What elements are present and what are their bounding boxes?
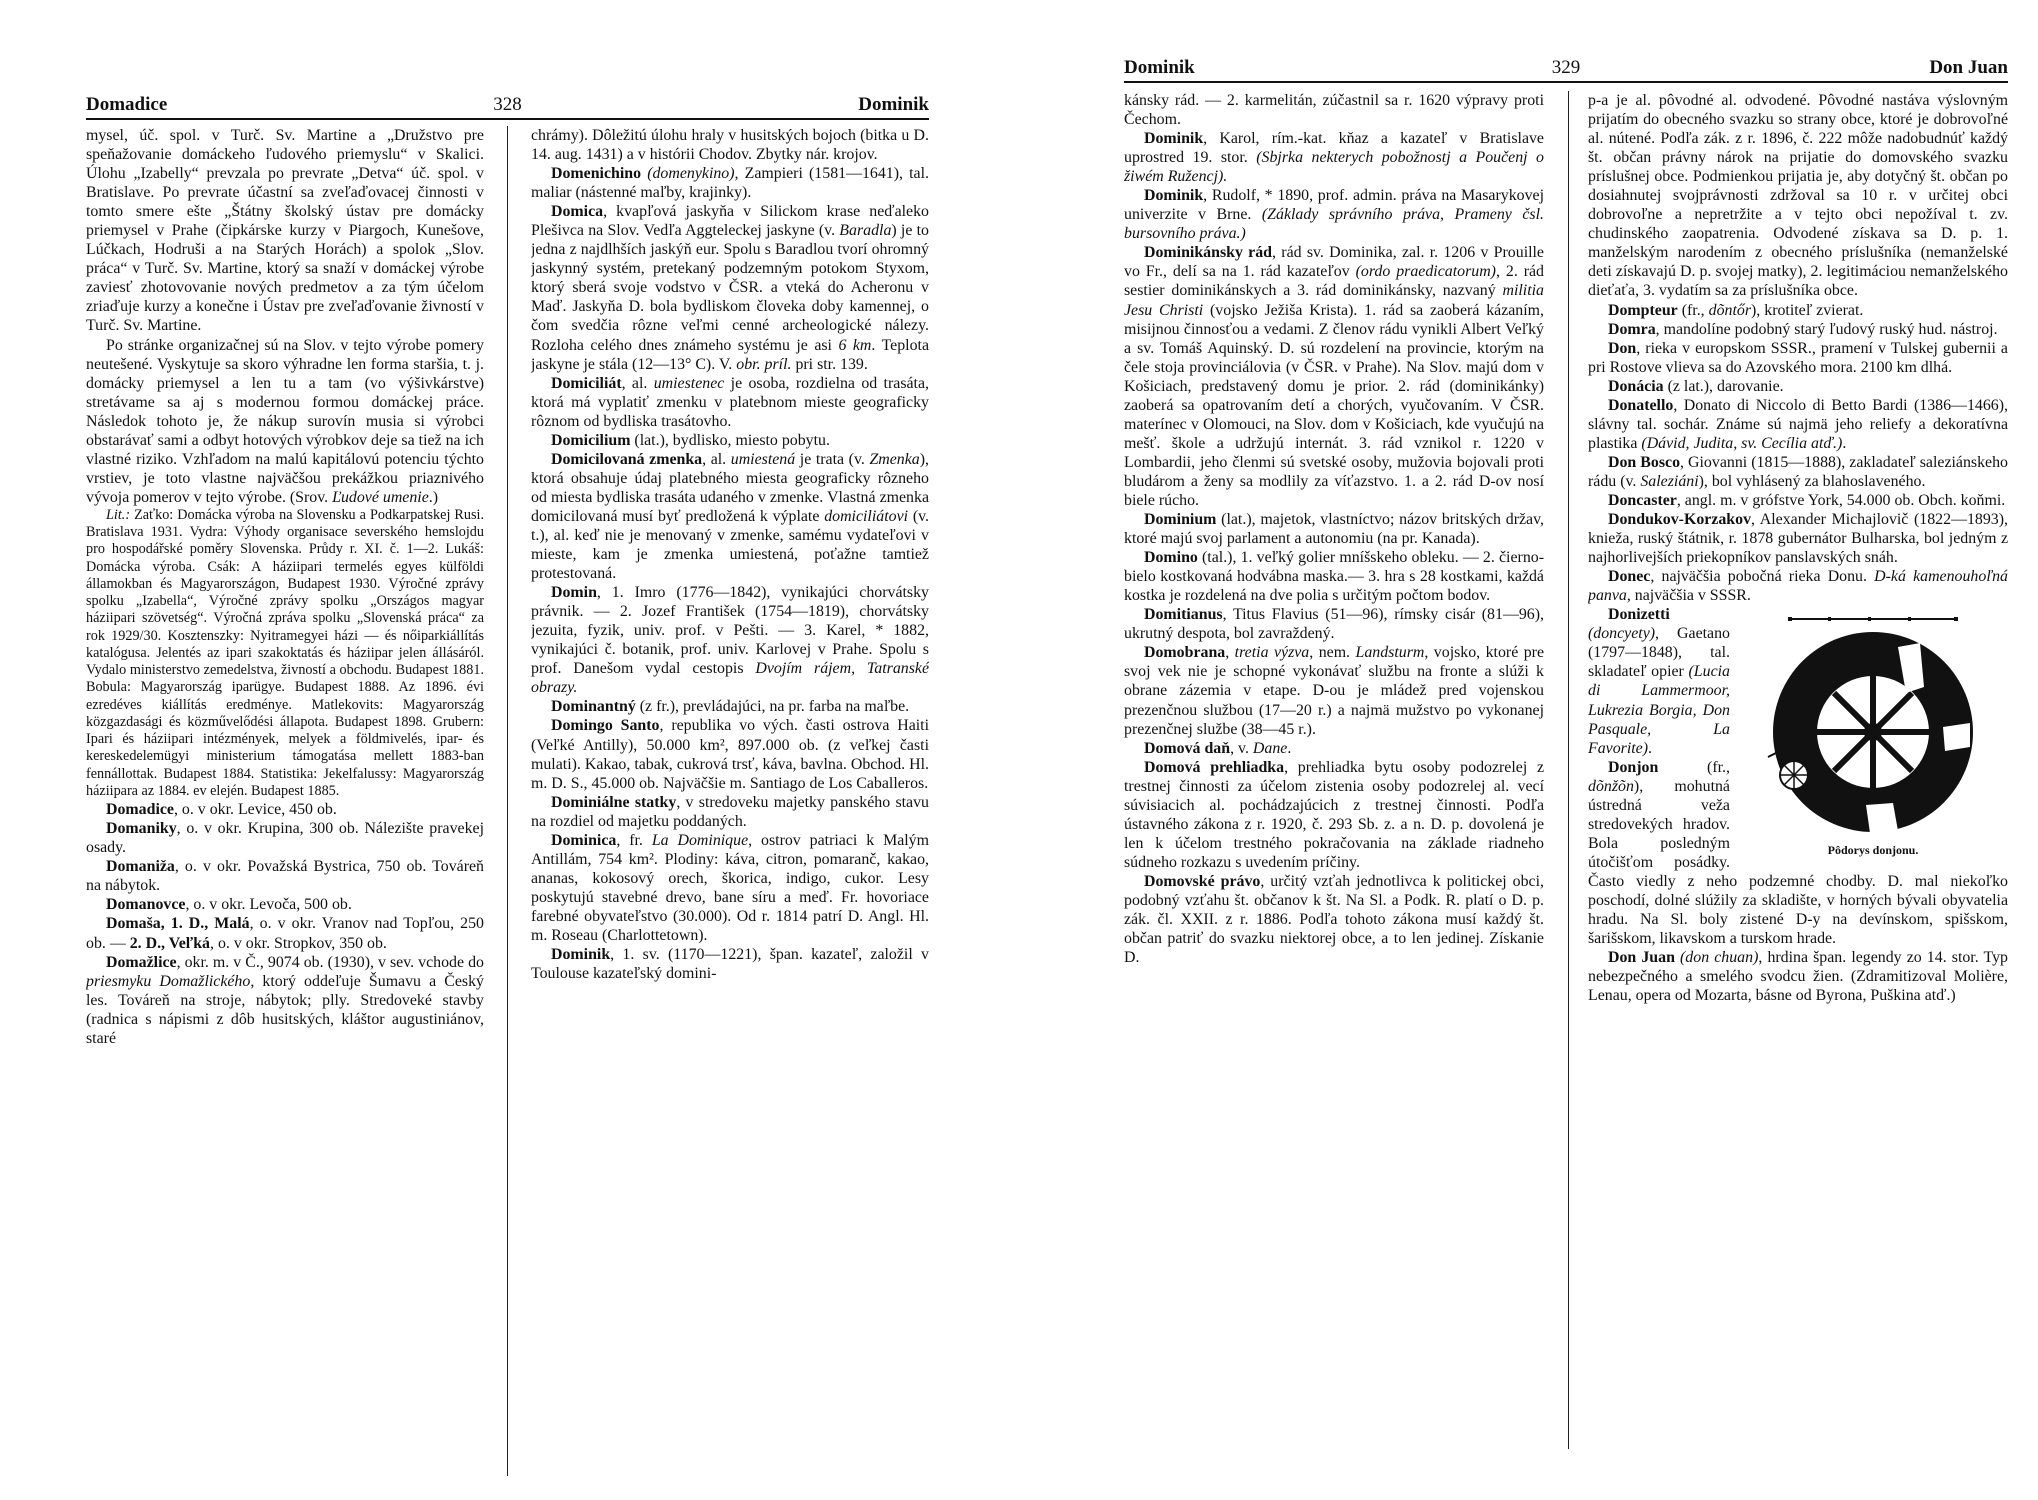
entry-text: , určitý vzťah jednotlivca k politickej obci, podobný vzťahu št. občanov k št. Na Sl. a Podk. R. platí o D. p. zák. čl. XXII. z r. 1886. Podľa tohoto zákona musí každý št. občan patriť do svazku niektorej obce, a to len jedinej. Získanie D.	[1124, 872, 1544, 967]
entry-headword: Dominantný	[551, 698, 636, 716]
running-head-last-entry: Dominik	[858, 94, 929, 115]
entry-text: Zaťko: Domácka výroba na Slovensku a Podkarpatskej Rusi. Bratislava 1931. Vydra: Výhody organisace severského hemslojdu pro hospodářské poměry Slovenska. Průdy r. XI. č. 1—2. Lukáš: Domácka výroba. Csák: A háziipari termelés egyes külföldi államokban és Magyarországon, Budapest 1930. Výročné zprávy spolku „Izabella“, Výročné zprávy spolku „Országos magyar háziipari szövetség“. Výročná zpráva spolku „Slovenská práca“ za rok 1929/30. Kosztenszky: Nyitramegyei házi — és nőiparkiállítás katalógusa. Jelentés az ipari szakoktatás és háziipar jelen állásáról. Vydalo ministerstvo zemedelstva, živností a obchodu. Budapest 1881. Bobula: Magyarország iparügye. Budapest 1888. Az 1896. évi ezredéves kiállítás eredménye. Matlekovits: Magyarország közgazdasági és közművelődési állapota. Budapest 1898. Grubern: Ipari és háziipari intézmények, melyek a földmivelés, ipar- és kereskedelemügyi ministerium támogatása mellett 1883-ban fennállottak. Budapest 1884. Statistika: Jekelfalussy: Magyarország háziipara az 1884. ev elején. Budapest 1885.	[86, 506, 484, 799]
entry-headword: Dominik	[551, 946, 611, 964]
entry-text: , Gaetano (1797—1848), tal. skladateľ opier	[1588, 625, 1730, 681]
encyclopedia-entry	[531, 431, 929, 450]
encyclopedia-entry	[86, 857, 484, 895]
entry-text: , 2. rád sestier dominikánskych a 3. rád dominikánsky, nazvaný	[1124, 263, 1544, 300]
entry-text: , 1. Imro (1776—1842), vynikajúci chorvátsky právnik. — 2. Jozef František (1754—1819), chorvátsky jezuita, fyzik, univ. prof. v Pešti. — 3. Karel, * 1882, vynikajúci č. botanik, prof. univ. Karlovej v Prahe. Spolu s prof. Danešom vydal cestopis	[531, 584, 929, 678]
entry-headword: Donizetti	[1608, 606, 1670, 624]
entry-headword: Domažlice	[106, 953, 177, 971]
encyclopedia-entry	[86, 953, 484, 1048]
entry-text: .	[1648, 739, 1652, 757]
italic-term: (Dávid, Judita, sv. Cecília atď.)	[1641, 434, 1843, 452]
encyclopedia-entry	[531, 697, 929, 716]
encyclopedia-entry	[531, 793, 929, 831]
entry-text: je trata (v.	[795, 450, 870, 468]
encyclopedia-entry	[1588, 396, 2008, 453]
entry-headword: Dondukov-Korzakov	[1608, 511, 1752, 529]
entry-text: ), krotiteľ zvierat.	[1751, 301, 1864, 319]
entry-text: , hrdina špan. legendy zo 14. stor. Typ nebezpečného a smelého svodcu žien. (Zdramitizoval Molière, Lenau, opera od Mozarta, básne od Byrona, Puškina atď.)	[1588, 949, 2008, 1005]
encyclopedia-entry	[86, 819, 484, 857]
encyclopedia-entry	[1124, 758, 1544, 872]
encyclopedia-entry	[86, 126, 484, 336]
entry-text: , Karol, rím.-kat. kňaz a kazateľ v Bratislave uprostred 19. stor.	[1124, 130, 1544, 167]
entry-text: , prehliadka bytu osoby podozrelej z trestnej činnosti za účelom zistenia osoby podozrelej al. vecí súvisiacich al. pochádzajúcich z trestnej činnosti. Podľa ústavného zákona z r. 1920, č. 293 Sb. z. a n. D. p. dovolená je len k účelom trestného pokračovania na základe riadneho súdneho rozkazu s uvedením príčiny.	[1124, 758, 1544, 871]
donjon-floor-plan-figure	[1738, 607, 2008, 867]
entry-text: ) je to jedna z najdlhších jaskýň eur. Spolu s Baradlou tvorí ohromný jaskynný systém, pretekaný podzemným potokom Styxom, ktorý sberá svoje vodstvo v ČSR. a vteká do Acheronu v Maď. Jaskyňa D. bola bydliskom človeka doby kamennej, o čom svedčia rôzne veľmi cenné archeologické nálezy. Rozloha celého dnes známeho systému je asi	[531, 222, 929, 354]
right-page-column-1	[1124, 91, 1544, 1471]
italic-term: D-ká kamenouhoľná panva	[1588, 568, 2008, 605]
entry-headword: Dominikánsky rád	[1144, 244, 1273, 262]
italic-term: obr. príl.	[736, 355, 792, 373]
italic-term: Baradla	[839, 222, 892, 240]
entry-headword: Domadice	[106, 801, 174, 819]
entry-text: , angl. m. v grófstve York, 54.000 ob. Obch. koňmi.	[1676, 491, 2006, 509]
entry-text: (v. t.), al. keď nie je menovaný v zmenke, samému vydateľovi v mieste, kam je zmenka umiestená, poťažne tamtiež protestovaná.	[531, 507, 929, 583]
entry-text: (z fr.), prevládajúci, na pr. farba na maľbe.	[635, 698, 910, 716]
running-head-left-page	[86, 92, 929, 120]
encyclopedia-entry	[1588, 948, 2008, 1005]
entry-text: , najväčšia pobočná rieka Donu.	[1650, 568, 1875, 586]
italic-term: umiestená	[730, 450, 796, 468]
entry-text: (fr.,	[1658, 758, 1730, 776]
encyclopedia-entry	[531, 945, 929, 983]
entry-text: (lat.), bydlisko, miesto pobytu.	[630, 431, 830, 449]
entry-headword: Donec	[1608, 568, 1651, 586]
entry-text: , Donato di Niccolo di Betto Bardi (1386—1466), slávny tal. sochár. Známe sú najmä jeho reliefy a dekoratívna plastika	[1588, 396, 2008, 452]
encyclopedia-entry	[531, 583, 929, 697]
entry-headword: Dominiálne statky	[551, 793, 677, 811]
column-divider	[1568, 91, 1569, 1449]
entry-text: , o. v okr. Levice, 450 ob.	[173, 801, 337, 819]
entry-text: ,	[1225, 644, 1235, 662]
entry-headword: Donácia	[1608, 377, 1664, 395]
entry-text: , vojsko, ktoré pre svoj vek nie je schopné vykonávať službu na fronte a slúži k obrane zázemia v etape. D-ou je mládež pred vojenskou prezenčnou službou (17—20 r.) a najmä mužstvo po vykonanej prezenčnej službe (38—45 r.).	[1124, 644, 1544, 738]
right-page	[1019, 0, 2038, 1500]
entry-text: (z lat.), darovanie.	[1663, 377, 1784, 395]
encyclopedia-entry	[1124, 643, 1544, 738]
encyclopedia-entry	[531, 202, 929, 373]
italic-term: (don chuan)	[1680, 949, 1759, 967]
entry-text: , Giovanni (1815—1888), zakladateľ saleziánskeho rádu (v.	[1588, 453, 2008, 490]
page-number: 329	[1551, 57, 1581, 78]
encyclopedia-entry	[1588, 320, 2008, 339]
entry-text: (tal.), 1. veľký golier mníšskeho obleku. — 2. čierno-bielo kostkovaná hodvábna maska.— 3. hra s 28 kostkami, každá kostka je rozdelená na dve polia s určitým počtom bodov.	[1124, 549, 1544, 605]
entry-text: chrámy). Dôležitú úlohu hraly v husitských bojoch (bitka u D. 14. aug. 1431) a v histórii Chodov. Zbytky nár. krojov.	[531, 127, 929, 164]
entry-headword: Domaša, 1. D., Malá	[106, 915, 250, 933]
entry-text: .	[1842, 434, 1847, 452]
italic-term: tretia výzva	[1234, 644, 1310, 662]
italic-term: Dvojím rájem, Tatranské obrazy.	[531, 660, 929, 697]
entry-text: je osoba, rozdielna od trasáta, ktorá má vyplatiť zmenku v platebnom mieste geograficky rôznom od bydliska trasátovho.	[531, 374, 929, 430]
entry-text: , o. v okr. Vranov nad Topľou, 250 ob. —	[86, 915, 484, 952]
entry-text: , o. v okr. Považská Bystrica, 750 ob. Továreň na nábytok.	[86, 858, 484, 895]
italic-term: La Dominique	[651, 831, 749, 849]
entry-headword: Donjon	[1608, 758, 1659, 776]
entry-headword: Don Bosco	[1608, 453, 1681, 471]
entry-headword: Don Juan	[1608, 949, 1675, 967]
entry-text: , kvapľová jaskyňa v Silickom krase neďaleko Plešivca na Slov. Vedľa Aggteleckej jaskyne (v.	[531, 203, 929, 240]
encyclopedia-entry	[531, 164, 929, 202]
entry-text: Po stránke organizačnej sú na Slov. v tejto výrobe pomery neutešené. Vyskytuje sa skoro výhradne len forma staršia, t. j. domácky priemysel a len tu a tam (vo výšivkárstve) stretávame sa aj s modernou formou domáckej práce. Následok tohoto je, že nákup surovín musia si výrobci obstarávať sami a odbyt hotových výrobkov deje sa tiež na ich vlastné riziko. Vzhľadom na malú kapitálovú potenciu týchto vrstiev, je toto vlastne najväčšou prekážkou priaznivého vývoja pomerov v tejto výrobe. (Srov.	[86, 336, 484, 506]
entry-headword: Dominica	[551, 831, 617, 849]
entry-headword: Domra	[1608, 320, 1656, 338]
encyclopedia-entry	[1588, 567, 2008, 605]
entry-text: , okr. m. v Č., 9074 ob. (1930), v sev. vchode do	[176, 953, 484, 971]
italic-term: (ordo praedicatorum)	[1355, 263, 1496, 281]
italic-term: (doncyety)	[1588, 625, 1656, 643]
entry-text: (lat.), majetok, vlastníctvo; názov britských držav, ktoré majú svoj parlament a autonomiu (na pr. Kanada).	[1124, 511, 1544, 548]
column-divider	[507, 126, 508, 1476]
encyclopedia-entry	[531, 450, 929, 583]
italic-term: priesmyku Domažlického	[86, 972, 251, 990]
italic-term: domiciliátovi	[824, 507, 909, 525]
entry-text: p-a je al. pôvodné al. odvodené. Pôvodné nastáva výslovným prijatím do obecného svazku so strany obce, ktoré je dobrovoľné al. nútené. Podľa zák. z r. 1896, č. 222 môže nadobudnúť každý št. občan právny nárok na prijatie do domovského svazku príslušnej obce. Podmienkou prijatia je, aby dotyčný št. občan po dosiahnutej svojprávnosti zdržoval sa 10 r. v určitej obci dobrovoľne a nepretržite a v tejto obci nepožíval t. zv. chudinského zaopatrenia. Odvodené získava sa D. p. 1. manželským narodením z obecného príslušníka (nemanželské deti získavajú D. p. svojej matky), 2. legitimáciou nemanželského dieťaťa, 3. vydatím sa za príslušníka obce.	[1588, 92, 2008, 300]
left-page-column-1	[86, 126, 484, 1486]
entry-text: , o. v okr. Stropkov, 350 ob.	[210, 934, 387, 952]
entry-text: , 1. sv. (1170—1221), špan. kazateľ, založil v Toulouse kazateľský domini-	[531, 946, 929, 983]
entry-headword: Don	[1608, 339, 1637, 357]
italic-term: dõntőr	[1708, 301, 1752, 319]
entry-text: kánsky rád. — 2. karmelitán, zúčastnil sa r. 1620 výpravy proti Čechom.	[1124, 92, 1544, 129]
entry-text: mysel, úč. spol. v Turč. Sv. Martine a „Družstvo pre speňažovanie domáckeho ľudového priemyslu“ v Skalici. Úlohu „Izabelly“ prevzala po prevrate „Detva“ úč. spol. v Bratislave. Po prevrate účastní sa zveľaďovacej činnosti v tomto smere ešte „Štátny školský ústav pre domácky priemysel v Prahe (čipkárske kurzy v Piargoch, Kunešove, Lúčkach, Hodruši a na Starých Horách) a spolok „Slov. práca“ v Turč. Sv. Martine, ktorý sa snaží v domáckej výrobe zaviesť zhotovovanie nových predmetov a za tým účelom zriaďuje kurzy a konečne i Ústav pre zveľaďovanie živností v Turč. Sv. Martine.	[86, 127, 484, 335]
italic-term: Dane	[1252, 739, 1288, 757]
encyclopedia-entry	[531, 126, 929, 164]
entry-headword: Domicilovaná zmenka	[551, 450, 703, 468]
entry-headword: Domica	[551, 203, 604, 221]
page-number: 328	[493, 94, 522, 115]
italic-term: Lit.:	[106, 506, 131, 523]
entry-headword: Domaniky	[106, 820, 177, 838]
entry-text: , fr.	[616, 831, 652, 849]
encyclopedia-entry	[1124, 739, 1544, 758]
entry-text: , o. v okr. Krupina, 300 ob. Nálezište pravekej osady.	[86, 820, 484, 857]
running-head-last-entry: Don Juan	[1929, 57, 2008, 78]
entry-text: Zampieri (1581—1641), tal. maliar (nástenné maľby, krajinky).	[531, 165, 929, 202]
encyclopedia-entry	[86, 336, 484, 507]
entry-headword: Domanovce	[106, 896, 186, 914]
encyclopedia-entry	[1124, 548, 1544, 605]
entry-text: , Rudolf, * 1890, prof. admin. práva na Masarykovej univerzite v Brne.	[1124, 187, 1544, 224]
entry-headword: Donatello	[1608, 396, 1674, 414]
entry-headword: Domitianus	[1144, 606, 1223, 624]
entry-text: , ostrov patriaci k Malým Antillám, 754 km². Plodiny: káva, citron, pomaranč, kakao, ananas, kokosový orech, škorica, indigo, cukor. Lesy poskytujú stavebné drevo, bane síru a meď. Fr. hovoriace farebné obyvateľstvo (30.000). Od r. 1814 patrí D. Angl. Hl. m. Roseau (Charlottetown).	[531, 831, 929, 944]
entry-text: , nem.	[1309, 644, 1356, 662]
entry-headword: Dominik	[1144, 130, 1204, 148]
entry-headword: Domaniža	[106, 858, 175, 876]
encyclopedia-entry	[1588, 453, 2008, 491]
encyclopedia-entry	[1588, 377, 2008, 396]
entry-text: , al.	[621, 374, 654, 392]
entry-headword: Domobrana	[1144, 644, 1226, 662]
entry-headword: Domino	[1144, 549, 1198, 567]
entry-headword: Domenichino	[551, 165, 642, 183]
entry-headword: Domovské právo	[1144, 872, 1261, 890]
entry-headword: Domicilium	[551, 431, 631, 449]
entry-headword: Domin	[551, 584, 597, 602]
encyclopedia-entry	[86, 800, 484, 819]
figure-caption: Pôdorys donjonu.	[1827, 843, 1919, 858]
left-page-column-2	[531, 126, 929, 1486]
encyclopedia-entry	[1588, 339, 2008, 377]
entry-text: , v.	[1230, 739, 1253, 757]
encyclopedia-entry	[531, 374, 929, 431]
right-page-column-2	[1588, 91, 2008, 1471]
italic-term: militia Jesu Christi	[1124, 282, 1544, 319]
encyclopedia-entry	[1124, 91, 1544, 129]
italic-term: (Základy správního práva, Prameny čsl. bursovního práva.)	[1124, 206, 1544, 243]
entry-headword: 2. D., Veľká	[129, 934, 211, 952]
italic-term: umiestenec	[653, 374, 725, 392]
running-head-first-entry: Dominik	[1124, 57, 1195, 78]
entry-text: , mandolíne podobný starý ľudový ruský hud. nástroj.	[1655, 320, 1998, 338]
entry-text: (vojsko Ježiša Krista). 1. rád sa zaoberá kázaním, misijnou činnosťou a vedami. Z členov rádu vynikli Albert Veľký a sv. Tomáš Aquinský. D. sú rozdelení na provincie, ktorým na čele stoja provinciálovia (v ČSR. v Prahe). Na Slov. majú dom v Košiciach, predstavený domu je prior. 2. rád (dominikánky) zaoberá sa opatrovaním detí a chorých, vyučovaním. V ČSR. materínec v Olomouci, na Slov. dom v Košiciach, kde vyučujú na mešť. škole a udržujú internát. 3. rád vznikol r. 1220 v Lombardii, jeho členmi sú svetské osoby, mužovia bojovali proti bludárom a ženy sa modlily za víťazstvo. 1. a 2. rád D-ov nosí biele rúcho.	[1124, 301, 1544, 509]
encyclopedia-entry	[1588, 301, 2008, 320]
entry-text: ), mohutná ústredná veža stredovekých hradov. Bola posledným útočišťom posádky. Často viedly z neho podzemné chodby. D. mal niekoľko poschodí, dolné slúžily za skladište, v horných bývali obyvatelia hradu. Na Sl. boly zistené D-y na devínskom, spišskom, šarišskom, likavskom a turskom hrade.	[1588, 777, 2008, 948]
italic-term: (Lucia di Lammermoor, Lukrezia Borgia, Don Pasquale, La Favorite)	[1588, 663, 1730, 757]
entry-text: , najväčšia v SSSR.	[1626, 587, 1751, 605]
italic-term: 6 km	[838, 336, 872, 354]
italic-term: Saleziáni	[1640, 472, 1699, 490]
encyclopedia-entry	[1588, 510, 2008, 567]
entry-text: ), bol vyhlásený za blahoslaveného.	[1698, 472, 1926, 490]
encyclopedia-entry	[1124, 186, 1544, 243]
entry-text: , al.	[702, 450, 731, 468]
encyclopedia-entry	[1588, 491, 2008, 510]
encyclopedia-entry	[1588, 91, 2008, 301]
encyclopedia-entry	[531, 716, 929, 792]
italic-term: Landsturm	[1355, 644, 1425, 662]
entry-text: , rád sv. Dominika, zal. r. 1206 v Prouille vo Fr., delí sa na 1. rád kazateľov	[1124, 244, 1544, 281]
italic-term: (Sbjrka nekterych pobožnostj a Poučenj o žiwém Ružencj).	[1124, 149, 1544, 186]
entry-text: , Alexander Michajlovič (1822—1893), knieža, ruský štátnik, r. 1878 gubernátor Bulharska, bol jedným z najhorlivejších priekopníkov panslavských snáh.	[1588, 511, 2008, 567]
entry-headword: Domová prehliadka	[1144, 758, 1285, 776]
entry-text: . Teplota jaskyne je stála (12—13° C). V.	[531, 336, 929, 373]
running-head-first-entry: Domadice	[86, 94, 168, 115]
donjon-floor-plan-icon	[1748, 607, 1998, 839]
entry-text: (fr.,	[1677, 301, 1709, 319]
encyclopedia-entry	[86, 507, 484, 800]
encyclopedia-entry	[1124, 510, 1544, 548]
encyclopedia-entry	[1124, 129, 1544, 186]
entry-headword: Domiciliát	[551, 374, 622, 392]
entry-headword: Dompteur	[1608, 301, 1678, 319]
entry-text: .)	[428, 488, 439, 506]
running-head-right-page	[1124, 55, 2008, 83]
italic-term: Zmenka	[869, 450, 920, 468]
encyclopedia-entry	[86, 914, 484, 952]
encyclopedia-entry	[1124, 243, 1544, 510]
encyclopedia-entry	[531, 831, 929, 945]
entry-headword: Doncaster	[1608, 491, 1677, 509]
entry-text: , ktorý oddeľuje Šumavu a Český les. Továreň na stroje, nábytok; plly. Stredoveké stavby (radnica s nápismi z dôb husitských, kláštor augustiniánov, staré	[86, 972, 484, 1047]
entry-text: ), ktorá obsahuje údaj platebného miesta geograficky rôzneho od miesta bydliska trasáta udaného v zmenke. Vlastná zmenka domicilovaná musí byť predložená k výplate	[531, 450, 929, 525]
entry-headword: Domová daň	[1144, 739, 1231, 757]
encyclopedia-entry	[86, 895, 484, 914]
entry-headword: Dominik	[1144, 187, 1204, 205]
italic-term: (domenykino),	[647, 165, 739, 183]
entry-text: .	[1287, 739, 1292, 757]
encyclopedia-entry	[1124, 605, 1544, 643]
entry-text: , v stredoveku majetky panského stavu na rozdiel od majetku poddaných.	[531, 793, 929, 830]
entry-text: , Titus Flavius (51—96), rímsky cisár (81—96), ukrutný despota, bol zavraždený.	[1124, 606, 1544, 643]
entry-headword: Dominium	[1144, 511, 1217, 529]
entry-text: pri str. 139.	[791, 355, 868, 373]
italic-term: dõnžõn	[1588, 777, 1634, 795]
entry-text: , o. v okr. Levoča, 500 ob.	[185, 896, 352, 914]
entry-text: , republika vo vých. časti ostrova Haiti (Veľké Antilly), 50.000 km², 897.000 ob. (z veľkej časti mulati). Kakao, tabak, cukrová trsť, káva, bavlna. Obchod. Hl. m. D. S., 45.000 ob. Najväčšie m. Santiago de Los Caballeros.	[531, 717, 929, 792]
entry-text: , rieka v europskom SSSR., pramení v Tulskej gubernii a pri Rostove vlieva sa do Azovského mora. 2100 km dlhá.	[1588, 339, 2008, 376]
encyclopedia-entry	[1124, 872, 1544, 967]
entry-headword: Domingo Santo	[551, 717, 660, 735]
italic-term: Ľudové umenie	[332, 488, 429, 506]
